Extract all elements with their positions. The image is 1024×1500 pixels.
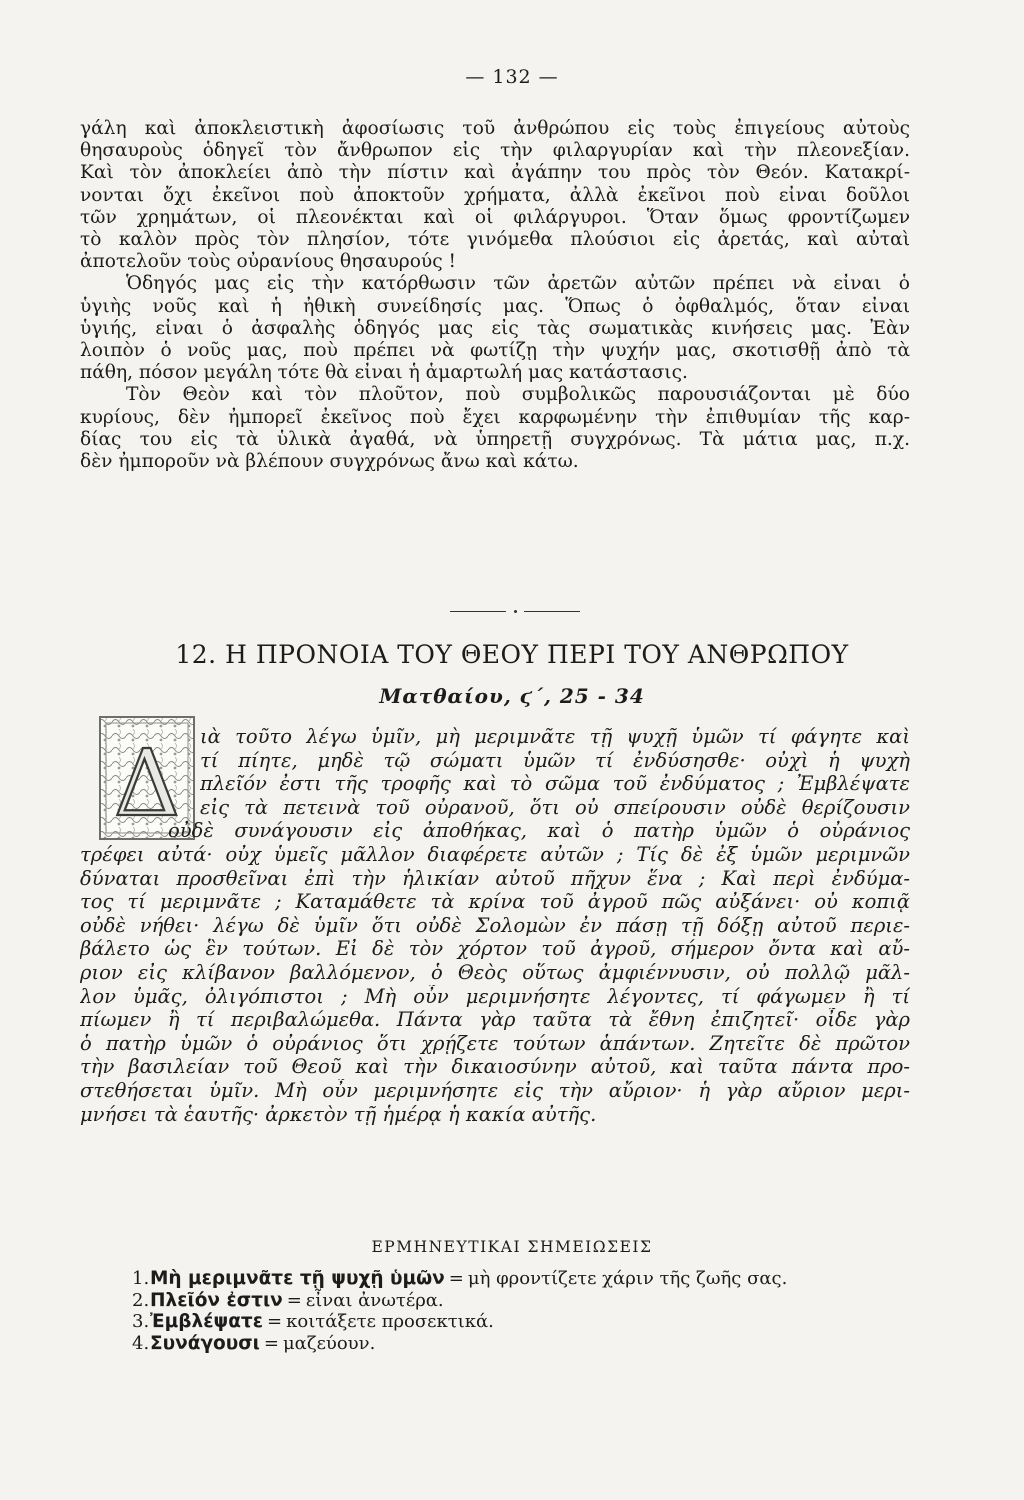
- note-num: 4.: [132, 1332, 150, 1354]
- note-gloss: μὴ φροντίζετε χάριν τῆς ζωῆς σας.: [467, 1268, 788, 1289]
- note-gloss: μαζεύουν.: [282, 1332, 376, 1354]
- scripture-line: τος τί μεριμνᾶτε ; Καταμάθετε τὰ κρίνα τοῦ ἀγροῦ πῶς αὐξάνει· οὐ κοπιᾷ: [80, 890, 910, 914]
- intro-line: Τὸν Θεὸν καὶ τὸν πλοῦτον, ποὺ συμβολικῶς παρουσιάζονται μὲ δύο: [126, 384, 910, 406]
- intro-line: Ὁδηγός μας εἰς τὴν κατόρθωσιν τῶν ἀρετῶν αὐτῶν πρέπει νὰ εἶναι ὁ: [126, 273, 910, 295]
- scripture-line: βάλετο ὡς ἓν τούτων. Εἰ δὲ τὸν χόρτον τοῦ ἀγροῦ, σήμερον ὄντα καὶ αὔ-: [80, 937, 910, 961]
- intro-line: νονται ὄχι ἐκεῖνοι ποὺ ἀποκτοῦν χρήματα, ἀλλὰ ἐκεῖνοι ποὺ εἶναι δοῦλοι: [80, 184, 910, 206]
- scripture-line: λον ὑμᾶς, ὀλιγόπιστοι ; Μὴ οὖν μεριμνήσητε λέγοντες, τί φάγωμεν ἢ τί: [80, 984, 910, 1008]
- note-gloss: κοιτάξετε προσεκτικά.: [286, 1311, 494, 1332]
- scripture-line: τὴν βασιλείαν τοῦ Θεοῦ καὶ τὴν δικαιοσύνην αὐτοῦ, καὶ ταῦτα πάντα προ-: [80, 1055, 910, 1079]
- note-num: 2.: [132, 1289, 150, 1311]
- intro-line: Καὶ τὸν ἀποκλείει ἀπὸ τὴν πίστιν καὶ ἀγάπην του πρὸς τὸν Θεόν. Κατακρί-: [80, 162, 910, 184]
- intro-line: γάλη καὶ ἀποκλειστικὴ ἀφοσίωσις τοῦ ἀνθρώπου εἰς τοὺς ἐπιγείους αὐτοὺς: [80, 118, 910, 139]
- scripture-line: εἰς τὰ πετεινὰ τοῦ οὐρανοῦ, ὅτι οὐ σπείρουσιν οὐδὲ θερίζουσιν: [200, 795, 910, 819]
- scripture-line: τρέφει αὐτά· οὐχ ὑμεῖς μᾶλλον διαφέρετε αὐτῶν ; Τίς δὲ ἐξ ὑμῶν μεριμνῶν: [80, 842, 910, 866]
- scripture-line: ιὰ τοῦτο λέγω ὑμῖν, μὴ μεριμνᾶτε τῇ ψυχῇ ὑμῶν τί φάγητε καὶ: [200, 725, 910, 748]
- section-title: 12. Η ΠΡΟΝΟΙΑ ΤΟΥ ΘΕΟΥ ΠΕΡΙ ΤΟΥ ΑΝΘΡΩΠΟΥ: [175, 640, 849, 669]
- svg-text:Δ: Δ: [113, 730, 181, 837]
- notes-list: [132, 1268, 892, 1354]
- intro-line: τὸ καλὸν πρὸς τὸν πλησίον, τότε γινόμεθα πλούσιοι εἰς ἀρετάς, καὶ αὐταὶ: [80, 229, 910, 251]
- intro-line: ἀποτελοῦν τοὺς οὐρανίους θησαυρούς !: [80, 251, 457, 273]
- note-term: Μὴ μεριμνᾶτε τῇ ψυχῇ ὑμῶν: [150, 1268, 445, 1289]
- note-sep: =: [448, 1268, 464, 1289]
- scripture-line: οὐδὲ νήθει· λέγω δὲ ὑμῖν ὅτι οὐδὲ Σολομὼν ἐν πάσῃ τῇ δόξῃ αὐτοῦ περιε-: [80, 913, 910, 937]
- intro-line: δὲν ἠμποροῦν νὰ βλέπουν συγχρόνως ἄνω καὶ κάτω.: [80, 451, 579, 473]
- notes-heading: ΕΡΜΗΝΕΥΤΙΚΑΙ ΣΗΜΕΙΩΣΕΙΣ: [371, 1238, 653, 1256]
- scripture-text: [80, 725, 910, 1126]
- intro-line: πάθη, πόσον μεγάλη τότε θὰ εἶναι ἡ ἁμαρτωλή μας κατάστασις.: [80, 362, 688, 384]
- intro-line: ὑγιής, εἶναι ὁ ἀσφαλὴς ὁδηγός μας εἰς τὰς σωματικὰς κινήσεις μας. Ἐὰν: [80, 317, 910, 339]
- intro-line: θησαυροὺς ὁδηγεῖ τὸν ἄνθρωπον εἰς τὴν φιλαργυρίαν καὶ τὴν πλεονεξίαν.: [80, 140, 910, 162]
- note-item: [132, 1268, 892, 1290]
- note-num: 1.: [132, 1268, 150, 1289]
- page-number: — 132 —: [465, 66, 559, 88]
- intro-line: κυρίους, δὲν ἠμπορεῖ ἐκεῖνος ποὺ ἔχει καρφωμένην τὴν ἐπιθυμίαν τῆς καρ-: [80, 406, 910, 428]
- scripture-line: τί πίητε, μηδὲ τῷ σώματι ὑμῶν τί ἐνδύσησθε· οὐχὶ ἡ ψυχὴ: [200, 748, 910, 772]
- note-sep: =: [286, 1289, 302, 1311]
- intro-text: [80, 118, 910, 473]
- note-sep: =: [263, 1332, 279, 1354]
- note-term: Πλεῖόν ἐστιν: [150, 1289, 283, 1311]
- note-item: [132, 1290, 892, 1312]
- scripture-line: οὐδὲ συνάγουσιν εἰς ἀποθήκας, καὶ ὁ πατὴρ ὑμῶν ὁ οὐράνιος: [168, 819, 910, 843]
- scripture-line: στεθήσεται ὑμῖν. Μὴ οὖν μεριμνήσητε εἰς τὴν αὔριον· ἡ γὰρ αὔριον μερι-: [80, 1078, 910, 1102]
- intro-line: λοιπὸν ὁ νοῦς μας, ποὺ πρέπει νὰ φωτίζῃ τὴν ψυχήν μας, σκοτισθῇ ἀπὸ τὰ: [80, 340, 910, 362]
- note-term: Ἐμβλέψατε: [150, 1311, 264, 1332]
- note-item: [132, 1333, 892, 1355]
- note-sep: =: [267, 1311, 283, 1332]
- intro-line: ὑγιὴς νοῦς καὶ ἡ ἠθικὴ συνείδησίς μας. Ὅπως ὁ ὀφθαλμός, ὅταν εἶναι: [80, 295, 910, 317]
- scripture-line: μνήσει τὰ ἑαυτῆς· ἀρκετὸν τῇ ἡμέρᾳ ἡ κακία αὐτῆς.: [80, 1102, 597, 1126]
- note-item: [132, 1311, 892, 1333]
- intro-line: δίας του εἰς τὰ ὑλικὰ ἀγαθά, νὰ ὑπηρετῇ συγχρόνως. Τὰ μάτια μας, π.χ.: [80, 428, 910, 450]
- scripture-line: πίωμεν ἢ τί περιβαλώμεθα. Πάντα γὰρ ταῦτα τὰ ἔθνη ἐπιζητεῖ· οἶδε γὰρ: [80, 1008, 910, 1032]
- scripture-line: πλεῖόν ἐστι τῆς τροφῆς καὶ τὸ σῶμα τοῦ ἐνδύματος ; Ἐμβλέψατε: [200, 772, 910, 796]
- section-divider: [450, 610, 580, 612]
- scripture-line: ριον εἰς κλίβανον βαλλόμενον, ὁ Θεὸς οὕτως ἀμφιέννυσιν, οὐ πολλῷ μᾶλ-: [80, 960, 910, 984]
- scripture-line: δύναται προσθεῖναι ἐπὶ τὴν ἡλικίαν αὐτοῦ πῆχυν ἕνα ; Καὶ περὶ ἐνδύμα-: [80, 866, 910, 890]
- scripture-line: ὁ πατὴρ ὑμῶν ὁ οὐράνιος ὅτι χρῄζετε τούτων ἁπάντων. Ζητεῖτε δὲ πρῶτον: [80, 1031, 910, 1055]
- note-num: 3.: [132, 1311, 150, 1332]
- scripture-reference: Ματθαίου, ϛ΄, 25 - 34: [379, 684, 645, 708]
- note-term: Συνάγουσι: [150, 1332, 260, 1354]
- intro-line: τῶν χρημάτων, οἱ πλεονέκται καὶ οἱ φιλάργυροι. Ὅταν ὅμως φροντίζωμεν: [80, 206, 910, 228]
- note-gloss: εἶναι ἀνωτέρα.: [305, 1289, 444, 1311]
